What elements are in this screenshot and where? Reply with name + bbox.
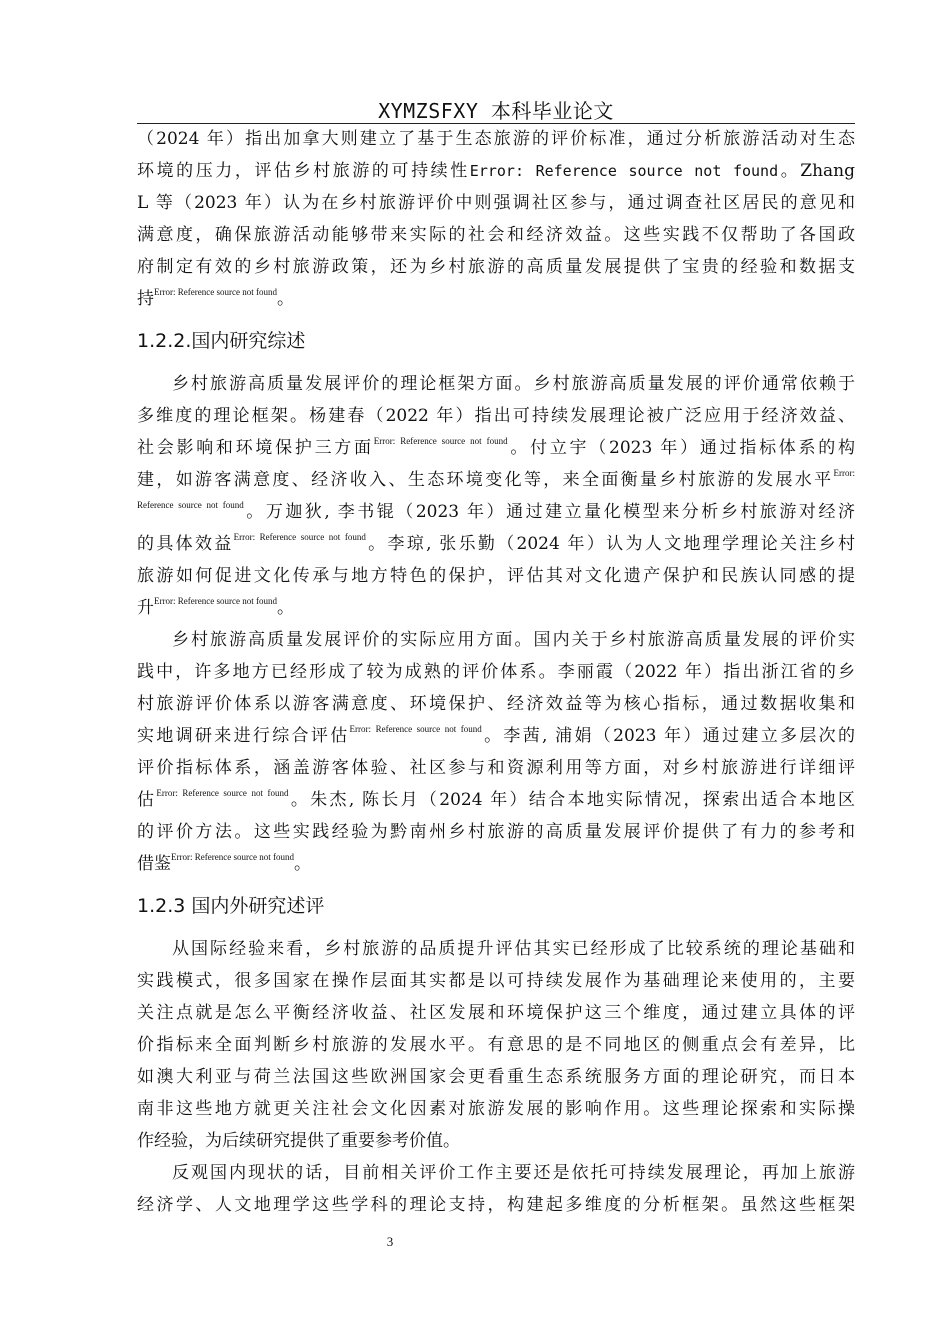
- text-line: [137, 464, 855, 496]
- line-text-after: 。万迦狄, 李书锟（2023 年）通过建立量化模型来分析乡村旅游对经济: [243, 502, 855, 522]
- text-line: [137, 560, 855, 592]
- section-heading: 1.2.3 国内外研究述评: [137, 895, 325, 917]
- line-text: 实地调研来进行综合评估: [137, 726, 350, 746]
- text-line: [137, 688, 855, 720]
- paragraph: [137, 624, 855, 880]
- line-text: 南非这些地方就更关注社会文化因素对旅游发展的影响作用。这些理论探索和实际操: [137, 1099, 855, 1119]
- text-line: [137, 1061, 855, 1093]
- page-number: 3: [386, 1234, 394, 1249]
- text-line: [137, 496, 855, 528]
- line-text-after: 。: [276, 289, 294, 309]
- line-text: 从国际经验来看，乡村旅游的品质提升评估其实已经形成了比较系统的理论基础和: [172, 939, 855, 959]
- line-text: 经济学、人文地理学这些学科的理论支持，构建起多维度的分析框架。虽然这些框架: [137, 1195, 855, 1215]
- line-text-after: 。: [276, 598, 294, 618]
- text-line: [137, 784, 855, 816]
- text-line: [137, 1029, 855, 1061]
- text-line: [137, 848, 855, 880]
- text-line: [137, 1189, 855, 1221]
- text-line: [137, 965, 855, 997]
- line-text: 满意度，确保旅游活动能够带来实际的社会和经济效益。这些实践不仅帮助了各国政: [137, 225, 855, 245]
- line-text: 乡村旅游高质量发展评价的理论框架方面。乡村旅游高质量发展的评价通常依赖于: [172, 374, 855, 394]
- line-text: 多维度的理论框架。杨建春（2022 年）指出可持续发展理论被广泛应用于经济效益、: [137, 406, 855, 426]
- line-text: 估: [137, 790, 157, 810]
- text-line: [137, 219, 855, 251]
- line-text: 升: [137, 598, 154, 618]
- section-heading: 1.2.2.国内研究综述: [137, 330, 306, 352]
- text-line: [137, 123, 855, 155]
- text-line: [137, 528, 855, 560]
- text-line: [137, 1093, 855, 1125]
- line-text: 建，如游客满意度、经济收入、生态环境变化等，来全面衡量乡村旅游的发展水平: [137, 470, 834, 490]
- text-line: [137, 432, 855, 464]
- paragraph: [137, 368, 855, 624]
- text-line: [137, 400, 855, 432]
- document-body: [137, 123, 855, 1221]
- text-line: [137, 656, 855, 688]
- line-text: 反观国内现状的话，目前相关评价工作主要还是依托可持续发展理论，再加上旅游: [172, 1163, 855, 1183]
- line-text-after: 。李茜, 浦娟（2023 年）通过建立多层次的: [481, 726, 855, 746]
- text-line: [137, 997, 855, 1029]
- line-text: 旅游如何促进文化传承与地方特色的保护，评估其对文化遗产保护和民族认同感的提: [137, 566, 855, 586]
- paragraph: [137, 1157, 855, 1221]
- paragraph: [137, 933, 855, 1157]
- reference-error-superscript: Error: Reference source not found: [156, 788, 289, 798]
- line-text: 践中，许多地方已经形成了较为成熟的评价体系。李丽霞（2022 年）指出浙江省的乡: [137, 662, 855, 682]
- reference-error-superscript: Reference source not found: [137, 500, 244, 510]
- line-text: 关注点就是怎么平衡经济收益、社区发展和环境保护这三个维度，通过建立具体的评: [137, 1003, 855, 1023]
- reference-error-superscript: Error: Reference source not found: [171, 852, 294, 862]
- line-text-after: 。Zhang: [778, 161, 855, 181]
- text-line: [137, 368, 855, 400]
- line-text: 府制定有效的乡村旅游政策，还为乡村旅游的高质量发展提供了宝贵的经验和数据支: [137, 257, 855, 277]
- line-text-after: 。李琼, 张乐勤（2024 年）认为人文地理学理论关注乡村: [365, 534, 855, 554]
- text-line: [137, 752, 855, 784]
- line-text-after: 。: [293, 854, 311, 874]
- reference-error-superscript: Error: Reference source not found: [233, 532, 366, 542]
- line-text: 评价指标体系，涵盖游客体验、社区参与和资源利用等方面，对乡村旅游进行详细评: [137, 758, 855, 778]
- line-text: L 等（2023 年）认为在乡村旅游评价中则强调社区参与，通过调查社区居民的意见和: [137, 193, 855, 213]
- text-line: [137, 251, 855, 283]
- line-text-after: 。付立宇（2023 年）通过指标体系的构: [507, 438, 855, 458]
- text-line: [137, 1157, 855, 1189]
- text-line: [137, 187, 855, 219]
- reference-error-superscript: Error: Reference source not found: [154, 287, 277, 297]
- line-text: 实践模式，很多国家在操作层面其实都是以可持续发展作为基础理论来使用的，主要: [137, 971, 855, 991]
- text-line: [137, 933, 855, 965]
- reference-error-superscript: Error: Reference source not found: [349, 724, 482, 734]
- line-text-after: 。朱杰, 陈长月（2024 年）结合本地实际情况，探索出适合本地区: [288, 790, 855, 810]
- reference-error-superscript: Error: Reference source not found: [154, 596, 277, 606]
- reference-error-superscript: Error: Reference source not found: [373, 436, 508, 446]
- line-text: 社会影响和环境保护三方面: [137, 438, 374, 458]
- reference-error: Error: Reference source not found: [469, 162, 779, 180]
- line-text: 乡村旅游高质量发展评价的实际应用方面。国内关于乡村旅游高质量发展的评价实: [172, 630, 855, 650]
- line-text: 如澳大利亚与荷兰法国这些欧洲国家会更看重生态系统服务方面的理论研究，而日本: [137, 1067, 855, 1087]
- page-header: XYMZSFXY 本科毕业论文: [378, 99, 614, 123]
- line-text: （2024 年）指出加拿大则建立了基于生态旅游的评价标准，通过分析旅游活动对生态: [137, 129, 855, 149]
- text-line: [137, 624, 855, 656]
- line-text: 借鉴: [137, 854, 171, 874]
- line-text: 环境的压力，评估乡村旅游的可持续性: [137, 161, 470, 181]
- reference-error-superscript: Error:: [833, 468, 855, 478]
- text-line: [137, 816, 855, 848]
- line-text: 的具体效益: [137, 534, 234, 554]
- text-line: [137, 155, 855, 187]
- line-text: 村旅游评价体系以游客满意度、环境保护、经济效益等为核心指标，通过数据收集和: [137, 694, 855, 714]
- text-line: [137, 1125, 855, 1157]
- text-line: [137, 283, 855, 315]
- line-text: 的评价方法。这些实践经验为黔南州乡村旅游的高质量发展评价提供了有力的参考和: [137, 822, 855, 842]
- line-text: 作经验，为后续研究提供了重要参考价值。: [137, 1131, 460, 1151]
- text-line: [137, 720, 855, 752]
- text-line: [137, 592, 855, 624]
- line-text: 持: [137, 289, 154, 309]
- paragraph: [137, 123, 855, 315]
- line-text: 价指标来全面判断乡村旅游的发展水平。有意思的是不同地区的侧重点会有差异，比: [137, 1035, 855, 1055]
